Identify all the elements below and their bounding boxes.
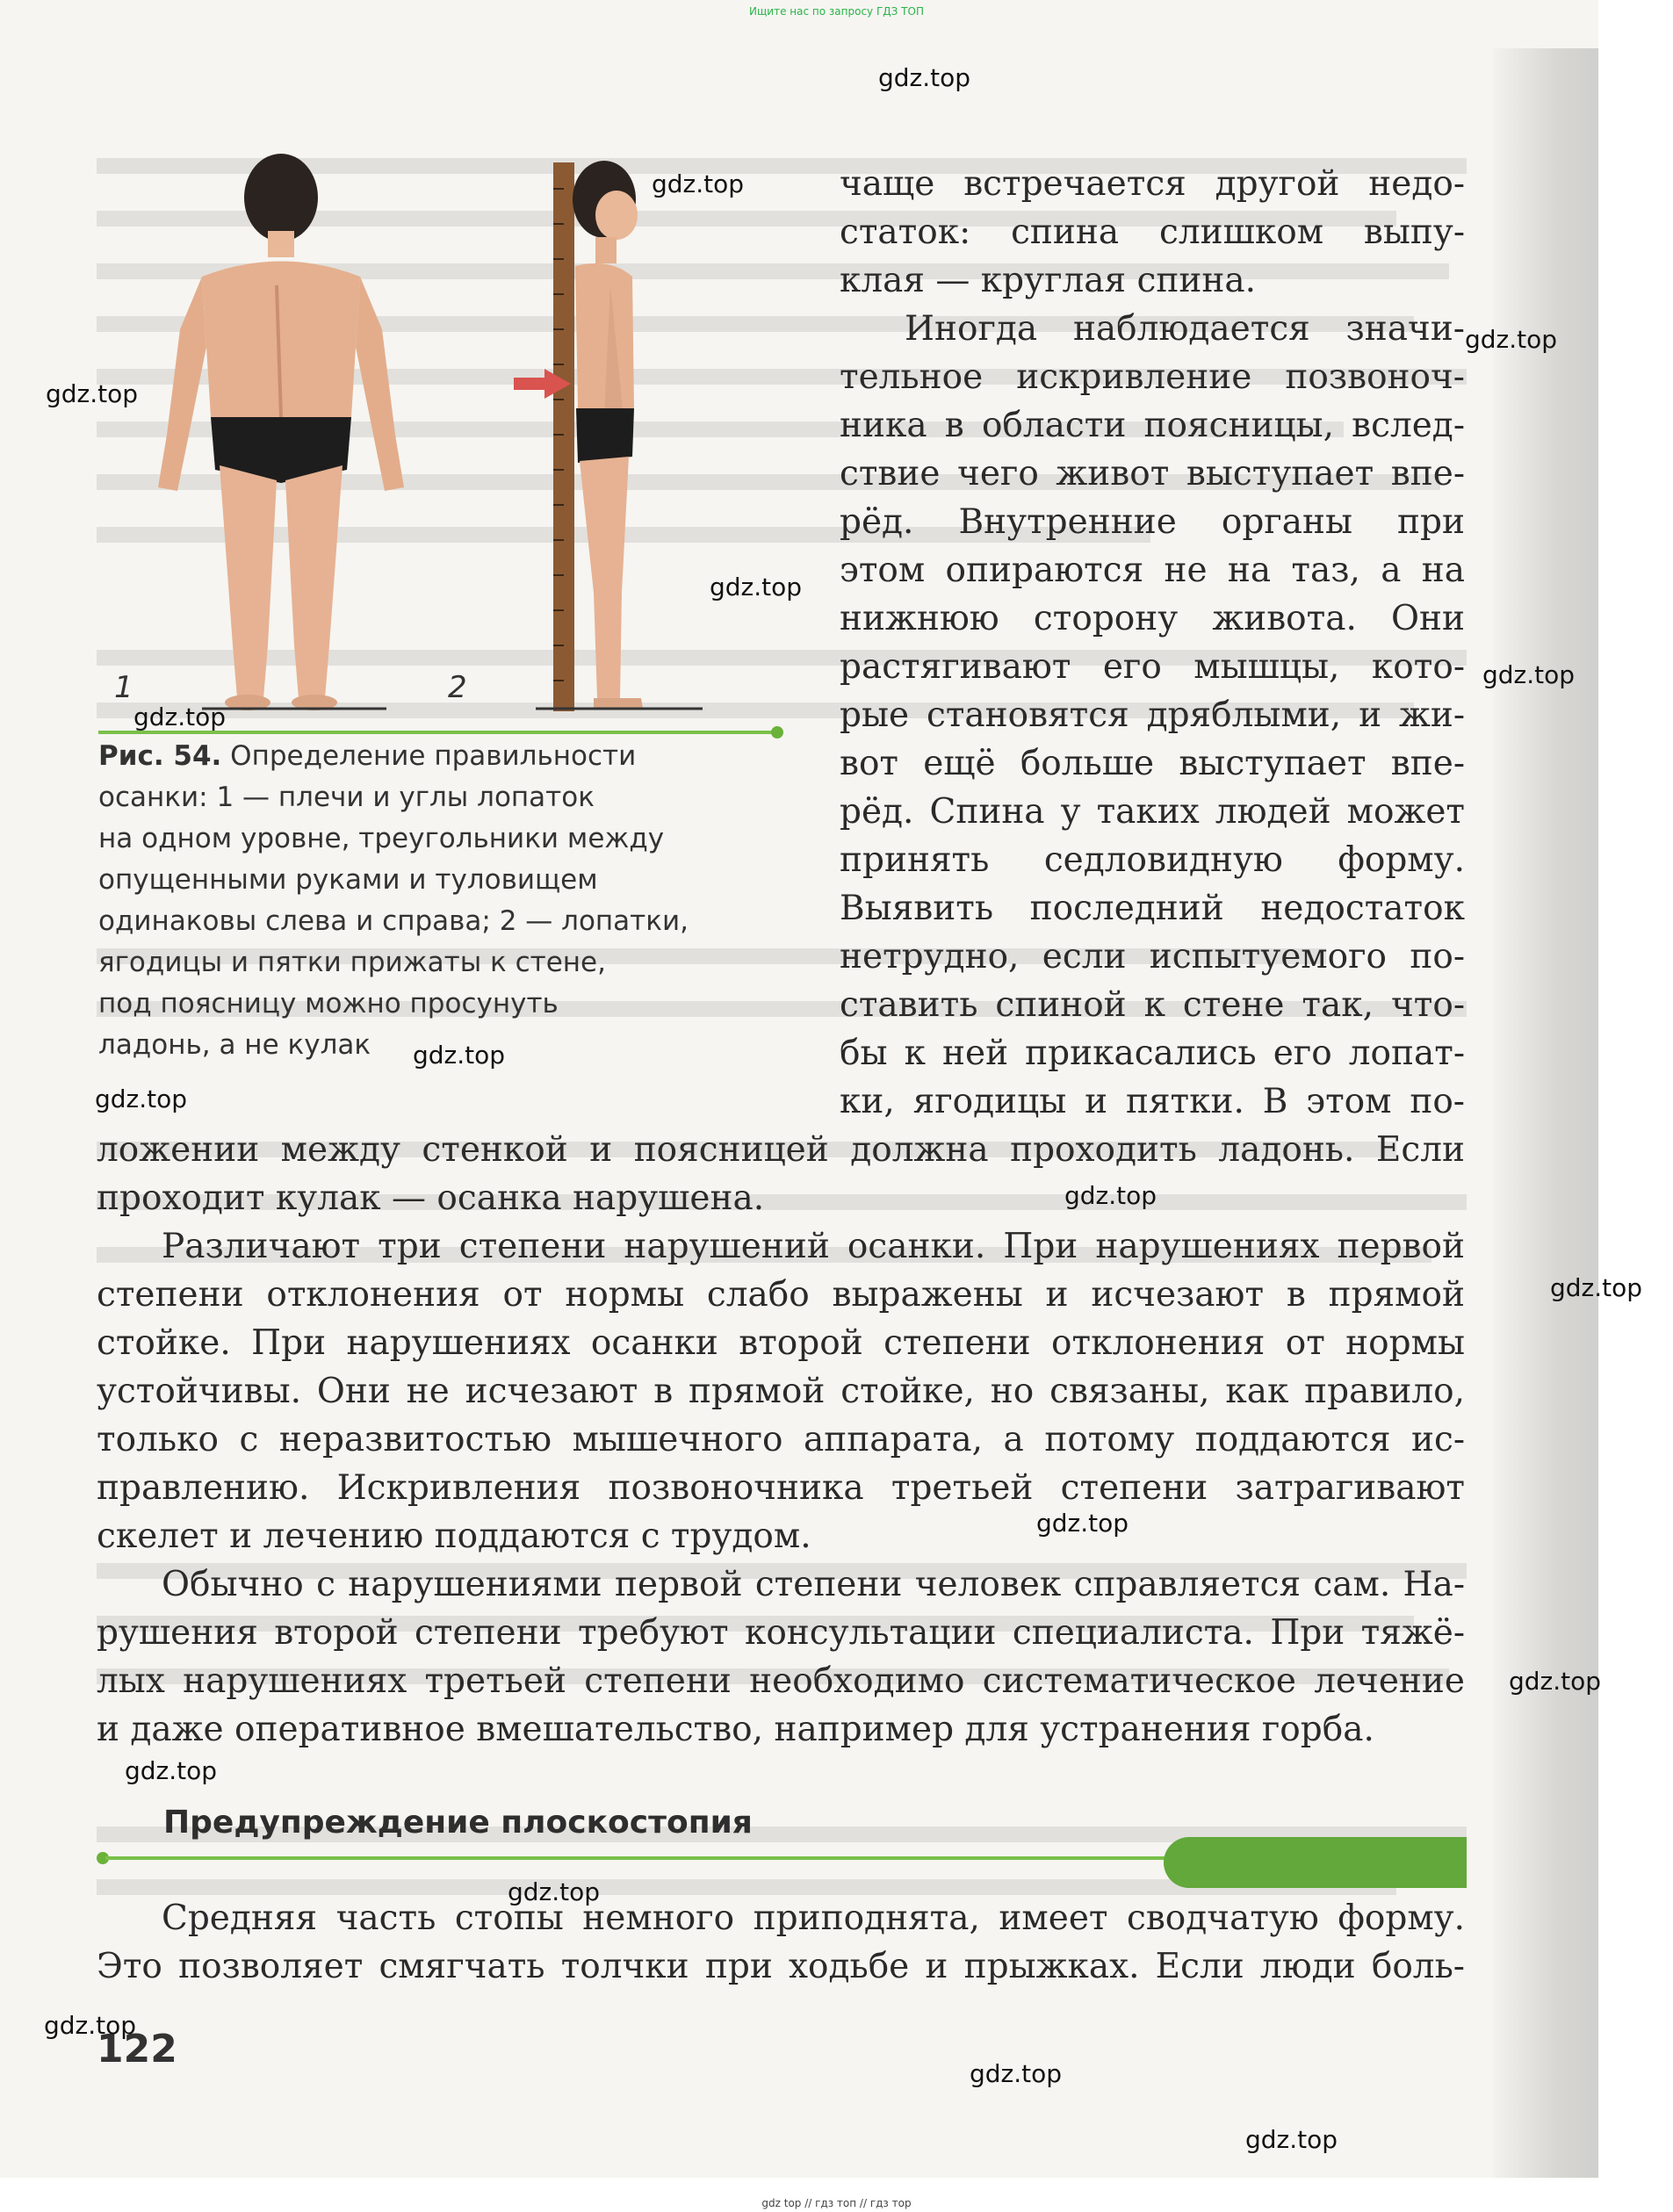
figure-label-2: 2 <box>448 670 467 705</box>
text-line: и даже оперативное вмешательство, например для устранения горба. <box>97 1710 1374 1749</box>
watermark: gdz.top <box>652 169 745 198</box>
watermark: gdz.top <box>95 1084 188 1113</box>
text-line: Обычно с нарушениями первой степени человек справляется сам. На- <box>162 1565 1465 1604</box>
text-line: чаще встречается другой недо- <box>840 164 1465 204</box>
caption-line: осанки: 1 — плечи и углы лопаток <box>98 782 595 813</box>
text-line: ставить спиной к стене так, что- <box>840 985 1465 1025</box>
text-line: ки, ягодицы и пятки. В этом по- <box>840 1082 1465 1121</box>
person-side-view <box>573 161 643 709</box>
figure-posture-illustration <box>97 154 799 724</box>
text-line: рые становятся дряблыми, и жи- <box>840 695 1465 735</box>
text-line: Выявить последний недостаток <box>840 889 1465 928</box>
text-line: тельное искривление позвоноч- <box>840 357 1465 397</box>
caption-label: Рис. 54. <box>98 740 222 772</box>
caption-line: на одном уровне, треугольники между <box>98 823 665 854</box>
page-edge-shadow <box>1493 48 1598 2178</box>
watermark: gdz.top <box>1509 1667 1602 1696</box>
text-line: степени отклонения от нормы слабо выражены и исчезают в прямой <box>97 1275 1465 1315</box>
caption-line: ладонь, а не кулак <box>98 1029 371 1061</box>
caption-line: опущенными руками и туловищем <box>98 864 598 896</box>
caption-line: одинаковы слева и справа; 2 — лопатки, <box>98 905 689 937</box>
text-line: принять седловидную форму. <box>840 840 1465 880</box>
watermark: gdz.top <box>508 1877 601 1906</box>
watermark: gdz.top <box>970 2059 1063 2088</box>
text-line: правлению. Искривления позвоночника третьей степени затрагивают <box>97 1468 1465 1508</box>
text-line: рушения второй степени требуют консультации специалиста. При тяжё- <box>97 1613 1465 1653</box>
caption-line: под поясницу можно просунуть <box>98 988 559 1020</box>
text-line: только с неразвитостью мышечного аппарата, а потому поддаются ис- <box>97 1420 1465 1459</box>
watermark: gdz.top <box>46 379 139 408</box>
text-line: устойчивы. Они не исчезают в прямой стойке, но связаны, как правило, <box>97 1372 1465 1411</box>
watermark: gdz.top <box>1036 1509 1129 1538</box>
text-line: ника в области поясницы, вслед- <box>840 406 1465 445</box>
watermark: gdz.top <box>1482 660 1576 689</box>
figure-label-1: 1 <box>114 670 133 705</box>
text-line: рёд. Внутренние органы при <box>840 502 1465 542</box>
section-heading: Предупреждение плоскостопия <box>163 1805 753 1841</box>
caption-line: Определение правильности <box>221 740 637 772</box>
top-banner[interactable]: Ищите нас по запросу ГДЗ ТОП <box>749 5 924 18</box>
person-back-view <box>158 154 404 710</box>
text-line: растягивают его мышцы, кото- <box>840 647 1465 687</box>
text-line: лых нарушениях третьей степени необходимо систематическое лечение <box>97 1661 1465 1701</box>
watermark: gdz.top <box>1064 1181 1157 1210</box>
page-number: 122 <box>97 2027 177 2071</box>
text-line: статок: спина слишком выпу- <box>840 213 1465 252</box>
watermark: gdz.top <box>1465 325 1558 354</box>
text-line: Это позволяет смягчать толчки при ходьбе и прыжках. Если люди боль- <box>97 1947 1465 1986</box>
text-line: вот ещё больше выступает впе- <box>840 744 1465 783</box>
wall-ruler <box>553 162 574 711</box>
watermark: gdz.top <box>133 703 227 731</box>
watermark: gdz.top <box>1550 1273 1643 1302</box>
section-rule <box>105 1856 1177 1860</box>
text-line: Средняя часть стопы немного приподнята, имеет сводчатую форму. <box>162 1899 1465 1938</box>
text-line: проходит кулак — осанка нарушена. <box>97 1178 765 1218</box>
text-line: скелет и лечению поддаются с трудом. <box>97 1517 811 1556</box>
watermark: gdz.top <box>878 63 971 92</box>
watermark: gdz.top <box>1245 2125 1338 2154</box>
text-line: ствие чего живот выступает впе- <box>840 454 1465 494</box>
text-line: бы к ней прикасались его лопат- <box>840 1034 1465 1073</box>
watermark: gdz.top <box>710 573 803 602</box>
section-accent-bar <box>1164 1837 1467 1888</box>
text-line: ложении между стенкой и поясницей должна проходить ладонь. Если <box>97 1130 1465 1170</box>
watermark: gdz.top <box>413 1041 506 1070</box>
text-line: нижнюю сторону живота. Они <box>840 599 1465 638</box>
watermark: gdz.top <box>44 2011 137 2040</box>
text-line: клая — круглая спина. <box>840 261 1257 300</box>
caption-line: ягодицы и пятки прижаты к стене, <box>98 947 606 978</box>
text-line: этом опираются не на таз, а на <box>840 551 1465 590</box>
figure-caption <box>98 736 783 1066</box>
text-line: Различают три степени нарушений осанки. При нарушениях первой <box>162 1227 1465 1266</box>
text-line: рёд. Спина у таких людей может <box>840 792 1465 832</box>
text-line: Иногда наблюдается значи- <box>905 309 1465 349</box>
text-line: нетрудно, если испытуемого по- <box>840 937 1465 976</box>
text-line: стойке. При нарушениях осанки второй степени отклонения от нормы <box>97 1323 1465 1363</box>
watermark: gdz.top <box>125 1756 218 1785</box>
bottom-banner[interactable]: gdz top // гдз топ // гдз тор <box>761 2197 912 2209</box>
